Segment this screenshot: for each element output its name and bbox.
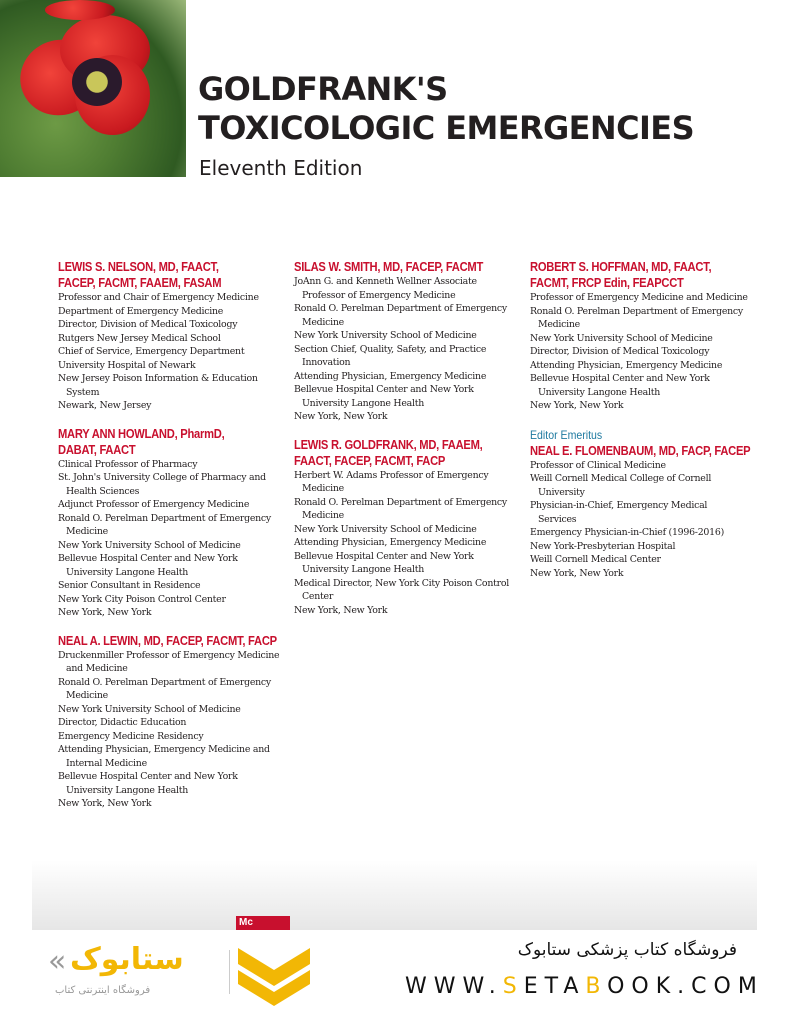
editor-affiliation-line: Herbert W. Adams Professor of Emergency: [294, 469, 489, 481]
editor-affiliation-line: Adjunct Professor of Emergency Medicine: [58, 499, 250, 510]
editor-affiliation-line: Ronald O. Perelman Department of Emergency: [530, 305, 743, 317]
editor-name: FACMT, FRCP Edin, FEAPCCT: [530, 275, 684, 290]
editor-affiliation-line: and Medicine: [66, 663, 128, 674]
editor-name: LEWIS S. NELSON, MD, FAACT,: [58, 259, 219, 274]
editor-name: ROBERT S. HOFFMAN, MD, FAACT,: [530, 259, 712, 274]
editor-affiliation-line: Bellevue Hospital Center and New York: [530, 373, 710, 384]
editor-affiliation-line: Ronald O. Perelman Department of Emergency: [294, 496, 507, 508]
editor-affiliation-line: Director, Didactic Education: [58, 717, 187, 728]
editor-affiliation-line: Attending Physician, Emergency Medicine and: [58, 744, 270, 755]
editor-affiliation-line: Ronald O. Perelman Department of Emergency: [58, 512, 271, 524]
editor-affiliation-line: New York, New York: [58, 798, 152, 809]
editor-affiliation-line: Clinical Professor of Pharmacy: [58, 458, 198, 470]
editor-affiliation-line: Bellevue Hospital Center and New York: [294, 384, 474, 395]
editor-affiliation-line: Rutgers New Jersey Medical School: [58, 332, 221, 344]
editor-affiliation-line: Innovation: [302, 357, 351, 368]
url-part: ETA: [523, 974, 586, 999]
editor-affiliation-line: Medicine: [538, 319, 580, 330]
editor-name: NEAL E. FLOMENBAUM, MD, FACP, FACEP: [530, 442, 751, 458]
editor-entry: [58, 426, 290, 620]
editor-affiliation-line: Bellevue Hospital Center and New York: [294, 550, 474, 562]
editor-affiliation-line: Chief of Service, Emergency Department: [58, 346, 245, 357]
editor-entry: [294, 259, 526, 424]
editor-affiliation-line: Professor of Emergency Medicine and Medicine: [530, 292, 748, 303]
editor-affiliation-line: Medicine: [302, 483, 344, 494]
editor-affiliation-line: Health Sciences: [66, 485, 140, 497]
editor-affiliation-line: Medicine: [66, 526, 108, 537]
editor-affiliation-line: Ronald O. Perelman Department of Emergency: [294, 303, 507, 314]
editor-affiliation-line: New York City Poison Control Center: [58, 593, 226, 605]
editor-affiliation-line: New York University School of Medicine: [530, 332, 713, 344]
editor-affiliation-line: Ronald O. Perelman Department of Emergency: [58, 676, 271, 688]
url-part: OOK.COM: [607, 974, 764, 999]
editor-name: FACEP, FACMT, FAAEM, FASAM: [58, 275, 222, 290]
editor-affiliation-line: New York, New York: [58, 607, 152, 618]
editor-affiliation-line: Emergency Medicine Residency: [58, 730, 204, 742]
editor-role-label: Editor Emeritus: [530, 427, 603, 442]
editor-affiliation-line: Bellevue Hospital Center and New York: [58, 771, 238, 782]
editor-affiliation-line: University Langone Health: [302, 564, 425, 575]
publisher-logo: Mc: [236, 916, 290, 930]
editor-affiliation-line: Professor of Clinical Medicine: [530, 459, 666, 471]
editor-affiliation-line: System: [66, 386, 100, 398]
editor-affiliation-line: University Langone Health: [66, 784, 189, 796]
shop-url[interactable]: [405, 974, 764, 999]
edition-label: Eleventh Edition: [199, 156, 363, 180]
editor-affiliation-line: Department of Emergency Medicine: [58, 305, 224, 317]
editor-affiliation-line: New York, New York: [294, 411, 388, 422]
editors-column-2: [294, 259, 526, 630]
title-line-2: TOXICOLOGIC EMERGENCIES: [198, 109, 695, 147]
editor-name: FAACT, FACEP, FACMT, FACP: [294, 452, 446, 468]
editor-affiliation-line: University: [538, 486, 585, 498]
editor-affiliation-line: Medicine: [302, 510, 344, 521]
editor-affiliation-line: Bellevue Hospital Center and New York: [58, 553, 238, 564]
logo-arrows-icon: «: [48, 944, 67, 979]
editor-affiliation-line: New York, New York: [530, 400, 624, 411]
editor-affiliation-line: New Jersey Poison Information & Education: [58, 373, 258, 384]
setabook-chevron-icon: [238, 948, 310, 1006]
editor-affiliation-line: Medicine: [302, 316, 344, 328]
editor-affiliation-line: New York-Presbyterian Hospital: [530, 540, 676, 552]
editor-affiliation-line: New York University School of Medicine: [294, 523, 477, 535]
editor-affiliation-line: New York University School of Medicine: [58, 703, 241, 715]
editors-column-1: [58, 259, 290, 824]
editor-name: LEWIS R. GOLDFRANK, MD, FAAEM,: [294, 436, 483, 452]
setabook-logo-text: ستابوک: [70, 942, 184, 977]
editor-entry: [58, 633, 290, 811]
editor-name: MARY ANN HOWLAND, PharmD,: [58, 425, 225, 441]
url-part: S: [502, 974, 524, 999]
editor-affiliation-line: Professor of Emergency Medicine: [302, 289, 456, 301]
editor-affiliation-line: Attending Physician, Emergency Medicine: [294, 370, 487, 382]
setabook-logo-subtitle: فروشگاه اینترنتی کتاب: [55, 985, 151, 996]
editor-affiliation-line: New York, New York: [530, 567, 624, 579]
editor-affiliation-line: New York University School of Medicine: [294, 330, 477, 341]
editor-affiliation-line: Attending Physician, Emergency Medicine: [530, 359, 723, 371]
editor-name: SILAS W. SMITH, MD, FACEP, FACMT: [294, 259, 484, 274]
editor-affiliation-line: Section Chief, Quality, Safety, and Practice: [294, 343, 487, 355]
editor-entry: [58, 259, 290, 413]
footer-fade: [32, 860, 757, 930]
editor-affiliation-line: New York, New York: [294, 604, 388, 616]
editor-affiliation-line: Senior Consultant in Residence: [58, 580, 201, 591]
editor-affiliation-line: St. John's University College of Pharmacy and: [58, 472, 266, 483]
editor-affiliation-line: JoAnn G. and Kenneth Wellner Associate: [294, 276, 477, 287]
editor-affiliation-line: Newark, New Jersey: [58, 400, 152, 411]
editor-affiliation-line: Druckenmiller Professor of Emergency Medicine: [58, 649, 280, 661]
editors-column-3: [530, 259, 762, 593]
title-line-1: GOLDFRANK'S: [198, 70, 448, 108]
editor-affiliation-line: University Langone Health: [538, 386, 661, 398]
editor-affiliation-line: Director, Division of Medical Toxicology: [58, 319, 238, 330]
editor-affiliation-line: Medical Director, New York City Poison Control: [294, 577, 510, 589]
book-title: [198, 70, 694, 148]
editor-name: DABAT, FAACT: [58, 441, 136, 457]
editor-affiliation-line: Director, Division of Medical Toxicology: [530, 346, 710, 357]
shop-name: فروشگاه کتاب پزشکی ستابوک: [517, 940, 737, 960]
editor-affiliation-line: Medicine: [66, 690, 108, 701]
editor-affiliation-line: Weill Cornell Medical College of Cornell: [530, 473, 712, 484]
cover-image-poppy: [0, 0, 186, 177]
editor-affiliation-line: University Langone Health: [66, 566, 189, 578]
editor-affiliation-line: University Hospital of Newark: [58, 359, 196, 371]
editor-affiliation-line: Professor and Chair of Emergency Medicine: [58, 292, 259, 303]
editor-name: NEAL A. LEWIN, MD, FACEP, FACMT, FACP: [58, 632, 277, 648]
editor-affiliation-line: Internal Medicine: [66, 757, 147, 769]
editor-entry: [530, 427, 762, 581]
editor-affiliation-line: University Langone Health: [302, 397, 425, 409]
editor-affiliation-line: Center: [302, 591, 334, 602]
editor-affiliation-line: Attending Physician, Emergency Medicine: [294, 537, 487, 548]
editor-affiliation-line: New York University School of Medicine: [58, 539, 241, 551]
url-part: WWW.: [405, 974, 503, 999]
url-part: B: [585, 974, 608, 999]
editor-entry: [530, 259, 762, 413]
editor-affiliation-line: Physician-in-Chief, Emergency Medical: [530, 500, 708, 511]
editor-affiliation-line: Weill Cornell Medical Center: [530, 554, 661, 565]
editor-entry: [294, 437, 526, 618]
logo-divider: [229, 950, 230, 994]
editor-affiliation-line: Emergency Physician-in-Chief (1996-2016): [530, 527, 724, 538]
editor-affiliation-line: Services: [538, 513, 577, 525]
